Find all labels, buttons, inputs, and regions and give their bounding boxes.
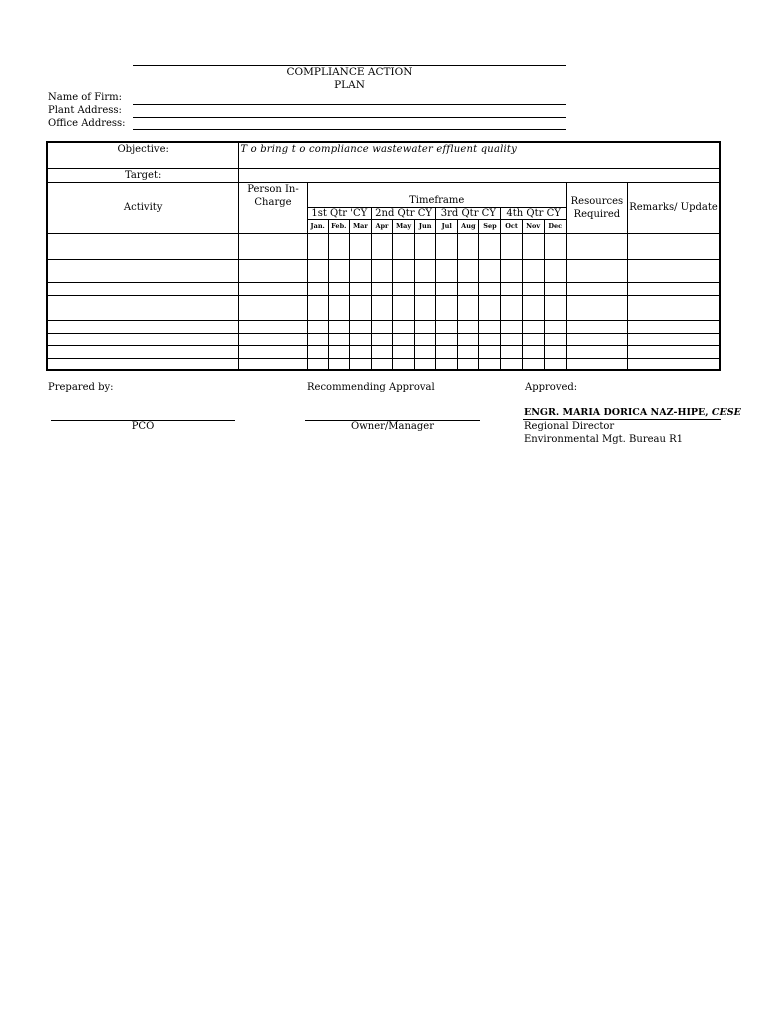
office-address-field[interactable] bbox=[133, 129, 566, 130]
activity-cell[interactable] bbox=[47, 320, 239, 333]
plant-address-label: Plant Address: bbox=[48, 105, 122, 116]
activity-cell[interactable] bbox=[239, 233, 307, 259]
activity-cell[interactable] bbox=[393, 282, 415, 295]
month-feb: Feb. bbox=[328, 219, 349, 233]
activity-cell[interactable] bbox=[307, 233, 328, 259]
remarks-update-header: Remarks/ Update bbox=[628, 182, 720, 233]
activity-cell[interactable] bbox=[436, 282, 458, 295]
activity-cell[interactable] bbox=[307, 345, 328, 358]
activity-cell[interactable] bbox=[371, 282, 392, 295]
quarter-4-header: 4th Qtr CY bbox=[501, 207, 566, 219]
activity-cell[interactable] bbox=[458, 358, 479, 370]
activity-cell[interactable] bbox=[415, 320, 436, 333]
activity-cell[interactable] bbox=[436, 295, 458, 320]
person-in-charge-header: Person In-Charge bbox=[239, 182, 307, 233]
activity-cell[interactable] bbox=[371, 345, 392, 358]
activity-cell[interactable] bbox=[501, 358, 522, 370]
activity-cell[interactable] bbox=[349, 259, 371, 282]
activity-cell[interactable] bbox=[239, 259, 307, 282]
activity-cell[interactable] bbox=[501, 320, 522, 333]
compliance-plan-table bbox=[46, 141, 721, 371]
activity-cell[interactable] bbox=[47, 282, 239, 295]
month-oct: Oct bbox=[501, 219, 522, 233]
activity-cell[interactable] bbox=[628, 295, 720, 320]
activity-row bbox=[47, 259, 720, 282]
target-value[interactable] bbox=[239, 168, 720, 182]
activity-cell[interactable] bbox=[479, 282, 501, 295]
activity-cell[interactable] bbox=[544, 233, 566, 259]
activity-cell[interactable] bbox=[393, 233, 415, 259]
activity-cell[interactable] bbox=[522, 333, 544, 345]
activity-cell[interactable] bbox=[501, 259, 522, 282]
activity-cell[interactable] bbox=[328, 295, 349, 320]
activity-cell[interactable] bbox=[239, 282, 307, 295]
activity-cell[interactable] bbox=[458, 295, 479, 320]
activity-cell[interactable] bbox=[501, 282, 522, 295]
activity-row bbox=[47, 233, 720, 259]
activity-cell[interactable] bbox=[415, 233, 436, 259]
target-label: Target: bbox=[47, 168, 239, 182]
activity-cell[interactable] bbox=[393, 259, 415, 282]
activity-cell[interactable] bbox=[544, 333, 566, 345]
activity-cell[interactable] bbox=[566, 295, 627, 320]
activity-cell[interactable] bbox=[307, 320, 328, 333]
activity-cell[interactable] bbox=[415, 295, 436, 320]
activity-cell[interactable] bbox=[307, 358, 328, 370]
activity-cell[interactable] bbox=[393, 345, 415, 358]
activity-cell[interactable] bbox=[371, 320, 392, 333]
activity-cell[interactable] bbox=[522, 259, 544, 282]
month-jun: Jun bbox=[415, 219, 436, 233]
title-line-1: COMPLIANCE ACTION bbox=[286, 66, 413, 78]
activity-cell[interactable] bbox=[307, 295, 328, 320]
activity-cell[interactable] bbox=[501, 345, 522, 358]
activity-cell[interactable] bbox=[393, 295, 415, 320]
activity-cell[interactable] bbox=[371, 233, 392, 259]
activity-cell[interactable] bbox=[566, 320, 627, 333]
month-aug: Aug bbox=[458, 219, 479, 233]
activity-cell[interactable] bbox=[328, 333, 349, 345]
month-nov: Nov bbox=[522, 219, 544, 233]
activity-cell[interactable] bbox=[47, 295, 239, 320]
activity-header: Activity bbox=[47, 182, 239, 233]
owner-manager-label: Owner/Manager bbox=[351, 421, 434, 432]
activity-cell[interactable] bbox=[479, 295, 501, 320]
activity-cell[interactable] bbox=[436, 259, 458, 282]
activity-cell[interactable] bbox=[501, 333, 522, 345]
activity-cell[interactable] bbox=[458, 259, 479, 282]
activity-cell[interactable] bbox=[479, 358, 501, 370]
activity-cell[interactable] bbox=[307, 282, 328, 295]
activity-cell[interactable] bbox=[628, 345, 720, 358]
approved-label: Approved: bbox=[525, 382, 578, 393]
activity-cell[interactable] bbox=[47, 233, 239, 259]
activity-cell[interactable] bbox=[328, 320, 349, 333]
quarter-2-header: 2nd Qtr CY bbox=[371, 207, 435, 219]
month-apr: Apr bbox=[371, 219, 392, 233]
activity-cell[interactable] bbox=[328, 358, 349, 370]
activity-cell[interactable] bbox=[436, 345, 458, 358]
activity-cell[interactable] bbox=[458, 320, 479, 333]
activity-cell[interactable] bbox=[371, 333, 392, 345]
name-of-firm-label: Name of Firm: bbox=[48, 92, 122, 103]
activity-cell[interactable] bbox=[522, 295, 544, 320]
activity-cell[interactable] bbox=[522, 345, 544, 358]
activity-cell[interactable] bbox=[479, 320, 501, 333]
activity-cell[interactable] bbox=[328, 233, 349, 259]
activity-cell[interactable] bbox=[522, 282, 544, 295]
activity-cell[interactable] bbox=[307, 259, 328, 282]
activity-cell[interactable] bbox=[544, 295, 566, 320]
activity-cell[interactable] bbox=[501, 295, 522, 320]
activity-cell[interactable] bbox=[349, 345, 371, 358]
month-jan: Jan. bbox=[307, 219, 328, 233]
activity-cell[interactable] bbox=[628, 282, 720, 295]
activity-cell[interactable] bbox=[47, 358, 239, 370]
approver-title: Regional Director bbox=[524, 421, 615, 432]
prepared-by-label: Prepared by: bbox=[48, 382, 114, 393]
objective-value[interactable]: T o bring t o compliance wastewater effluent quality bbox=[239, 142, 720, 168]
activity-cell[interactable] bbox=[436, 233, 458, 259]
office-address-label: Office Address: bbox=[48, 118, 126, 129]
activity-cell[interactable] bbox=[566, 282, 627, 295]
activity-cell[interactable] bbox=[436, 358, 458, 370]
activity-row bbox=[47, 345, 720, 358]
pco-label: PCO bbox=[131, 421, 155, 432]
month-may: May bbox=[393, 219, 415, 233]
activity-row bbox=[47, 358, 720, 370]
activity-cell[interactable] bbox=[479, 233, 501, 259]
quarter-3-header: 3rd Qtr CY bbox=[436, 207, 501, 219]
month-mar: Mar bbox=[349, 219, 371, 233]
activity-cell[interactable] bbox=[566, 358, 627, 370]
month-jul: Jul bbox=[436, 219, 458, 233]
resources-required-header: Resources Required bbox=[566, 182, 627, 233]
approver-suffix: CESE bbox=[711, 407, 741, 418]
activity-cell[interactable] bbox=[522, 358, 544, 370]
activity-cell[interactable] bbox=[47, 345, 239, 358]
activity-cell[interactable] bbox=[628, 320, 720, 333]
activity-cell[interactable] bbox=[328, 259, 349, 282]
activity-cell[interactable] bbox=[371, 259, 392, 282]
activity-cell[interactable] bbox=[239, 320, 307, 333]
activity-cell[interactable] bbox=[371, 295, 392, 320]
activity-cell[interactable] bbox=[501, 233, 522, 259]
activity-row bbox=[47, 333, 720, 345]
activity-cell[interactable] bbox=[415, 333, 436, 345]
activity-row bbox=[47, 320, 720, 333]
activity-cell[interactable] bbox=[458, 233, 479, 259]
activity-cell[interactable] bbox=[458, 345, 479, 358]
activity-cell[interactable] bbox=[566, 345, 627, 358]
activity-cell[interactable] bbox=[522, 233, 544, 259]
quarter-1-header: 1st Qtr 'CY bbox=[307, 207, 371, 219]
activity-cell[interactable] bbox=[328, 345, 349, 358]
activity-row bbox=[47, 282, 720, 295]
activity-cell[interactable] bbox=[628, 233, 720, 259]
activity-cell[interactable] bbox=[628, 333, 720, 345]
approver-office: Environmental Mgt. Bureau R1 bbox=[524, 434, 684, 445]
objective-label: Objective: bbox=[47, 142, 239, 168]
activity-row bbox=[47, 295, 720, 320]
activity-cell[interactable] bbox=[566, 233, 627, 259]
activity-cell[interactable] bbox=[458, 333, 479, 345]
activity-cell[interactable] bbox=[239, 295, 307, 320]
activity-cell[interactable] bbox=[47, 259, 239, 282]
approver-name bbox=[524, 407, 741, 418]
activity-cell[interactable] bbox=[239, 358, 307, 370]
activity-cell[interactable] bbox=[479, 333, 501, 345]
approver-signature-line bbox=[523, 419, 721, 420]
activity-cell[interactable] bbox=[544, 282, 566, 295]
month-dec: Dec bbox=[544, 219, 566, 233]
timeframe-header: Timeframe bbox=[307, 182, 566, 207]
activity-cell[interactable] bbox=[307, 333, 328, 345]
activity-cell[interactable] bbox=[239, 345, 307, 358]
activity-cell[interactable] bbox=[393, 320, 415, 333]
plant-address-field[interactable] bbox=[133, 117, 566, 118]
activity-cell[interactable] bbox=[349, 320, 371, 333]
activity-cell[interactable] bbox=[628, 259, 720, 282]
activity-cell[interactable] bbox=[566, 259, 627, 282]
activity-cell[interactable] bbox=[393, 358, 415, 370]
activity-cell[interactable] bbox=[349, 282, 371, 295]
approver-name-text: ENGR. MARIA DORICA NAZ-HIPE, bbox=[524, 407, 712, 418]
activity-cell[interactable] bbox=[371, 358, 392, 370]
activity-cell[interactable] bbox=[479, 345, 501, 358]
activity-cell[interactable] bbox=[544, 358, 566, 370]
activity-cell[interactable] bbox=[436, 320, 458, 333]
activity-cell[interactable] bbox=[544, 345, 566, 358]
activity-cell[interactable] bbox=[436, 333, 458, 345]
activity-cell[interactable] bbox=[566, 333, 627, 345]
activity-cell[interactable] bbox=[349, 358, 371, 370]
activity-rows bbox=[47, 233, 720, 370]
document-title bbox=[133, 66, 566, 91]
activity-cell[interactable] bbox=[349, 233, 371, 259]
activity-cell[interactable] bbox=[328, 282, 349, 295]
activity-cell[interactable] bbox=[628, 358, 720, 370]
activity-cell[interactable] bbox=[239, 333, 307, 345]
activity-cell[interactable] bbox=[415, 358, 436, 370]
activity-cell[interactable] bbox=[415, 282, 436, 295]
title-line-2: PLAN bbox=[334, 78, 365, 91]
activity-cell[interactable] bbox=[349, 295, 371, 320]
recommending-approval-label: Recommending Approval bbox=[307, 382, 435, 393]
activity-cell[interactable] bbox=[349, 333, 371, 345]
activity-cell[interactable] bbox=[47, 333, 239, 345]
activity-cell[interactable] bbox=[544, 320, 566, 333]
activity-cell[interactable] bbox=[415, 345, 436, 358]
name-of-firm-field[interactable] bbox=[133, 104, 566, 105]
activity-cell[interactable] bbox=[522, 320, 544, 333]
activity-cell[interactable] bbox=[479, 259, 501, 282]
month-sep: Sep bbox=[479, 219, 501, 233]
activity-cell[interactable] bbox=[458, 282, 479, 295]
activity-cell[interactable] bbox=[415, 259, 436, 282]
activity-cell[interactable] bbox=[544, 259, 566, 282]
activity-cell[interactable] bbox=[393, 333, 415, 345]
